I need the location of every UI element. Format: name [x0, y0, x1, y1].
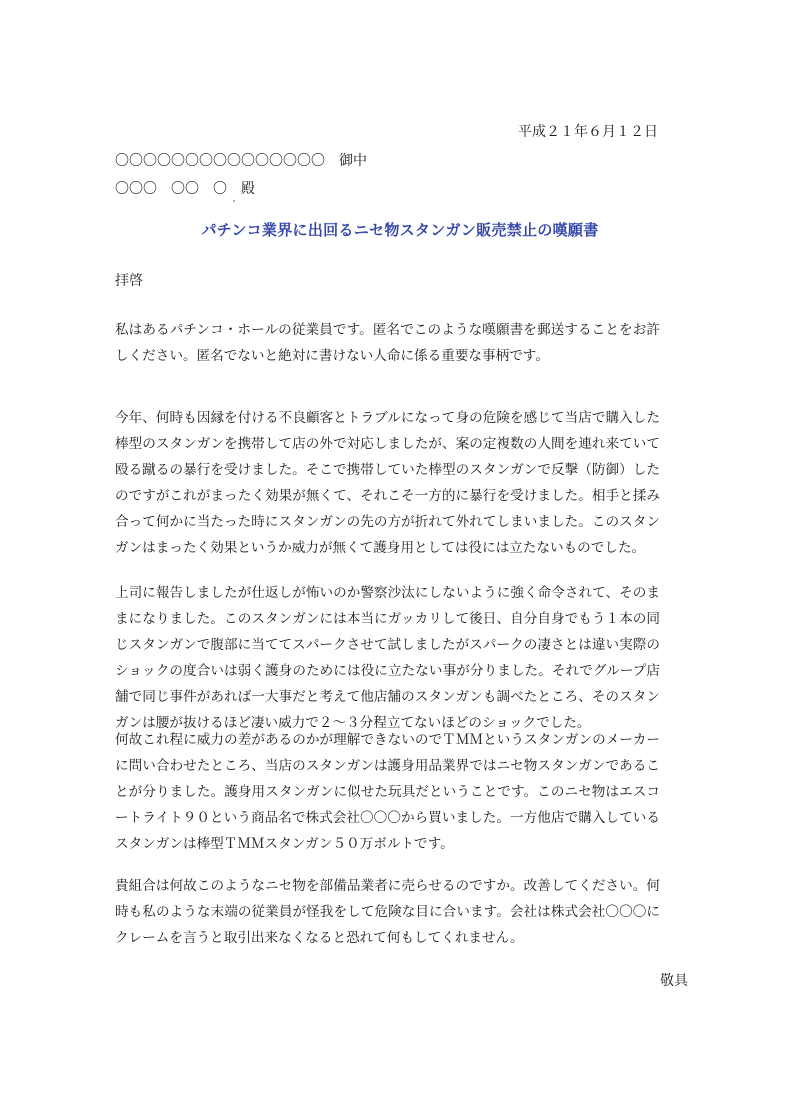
paragraph-investigation: 上司に報告しましたが仕返しが怖いのか警察沙汰にしないように強く命令されて、そのままになりました。このスタンガンには本当にガッカリして後日、自分自身でもう１本の同じスタンガンで腹部に当ててスパークさせて試しましたがスパークの凄さとは違い実際のショックの度合いは弱く護身のためには役に立たない事が分りました。それでグループ店舗で同じ事件があれば一大事だと考えて他店舗のスタンガンも調べたところ、そのスタンガンは腰が抜けるほど凄い威力で２～３分程立てないほどのショックでした。	[115, 585, 660, 731]
scan-speck	[233, 200, 235, 202]
closing: 敬具	[660, 973, 688, 989]
salutation: 拝啓	[115, 273, 143, 289]
letter-date: 平成２１年６月１２日	[518, 124, 658, 140]
recipient-organization: 〇〇〇〇〇〇〇〇〇〇〇〇〇〇〇 御中	[115, 153, 367, 169]
paragraph-intro: 私はあるパチンコ・ホールの従業員です。匿名でこのような嘆願書を郵送することをお許しください。匿名でないと絶対に書けない人命に係る重要な事柄です。	[115, 322, 660, 364]
paragraph-incident: 今年、何時も因縁を付ける不良顧客とトラブルになって身の危険を感じて当店で購入した棒型のスタンガンを携帯して店の外で対応しましたが、案の定複数の人間を連れ来ていて殴る蹴るの暴行を受けました。そこで携帯していた棒型のスタンガンで反撃（防御）したのですがこれがまったく効果が無くて、それこそ一方的に暴行を受けました。相手と揉み合って何かに当たった時にスタンガンの先の方が折れて外れてしまいました。このスタンガンはまったく効果というか威力が無くて護身用としては役には立たないものでした。	[115, 410, 660, 556]
recipient-person: 〇〇〇 〇〇 〇 殿	[115, 181, 255, 197]
paragraph-request: 貴組合は何故このようなニセ物を部備品業者に売らせるのですか。改善してください。何時も私のような末端の従業員が怪我をして危険な目に合います。会社は株式会社〇〇〇にクレームを言うと取引出来なくなると恐れて何もしてくれません。	[115, 878, 660, 946]
letter-title: パチンコ業界に出回るニセ物スタンガン販売禁止の嘆願書	[201, 221, 599, 239]
paragraph-manufacturer: 何故これ程に威力の差があるのかが理解できないのでＴＭＭというスタンガンのメーカーに問い合わせたところ、当店のスタンガンは護身用品業界ではニセ物スタンガンであることが分りました。護身用スタンガンに似せた玩具だということです。このニセ物はエスコートライト９０という商品名で株式会社〇〇〇から買いました。一方他店で購入しているスタンガンは棒型ＴＭＭスタンガン５０万ボルトです。	[115, 732, 660, 852]
